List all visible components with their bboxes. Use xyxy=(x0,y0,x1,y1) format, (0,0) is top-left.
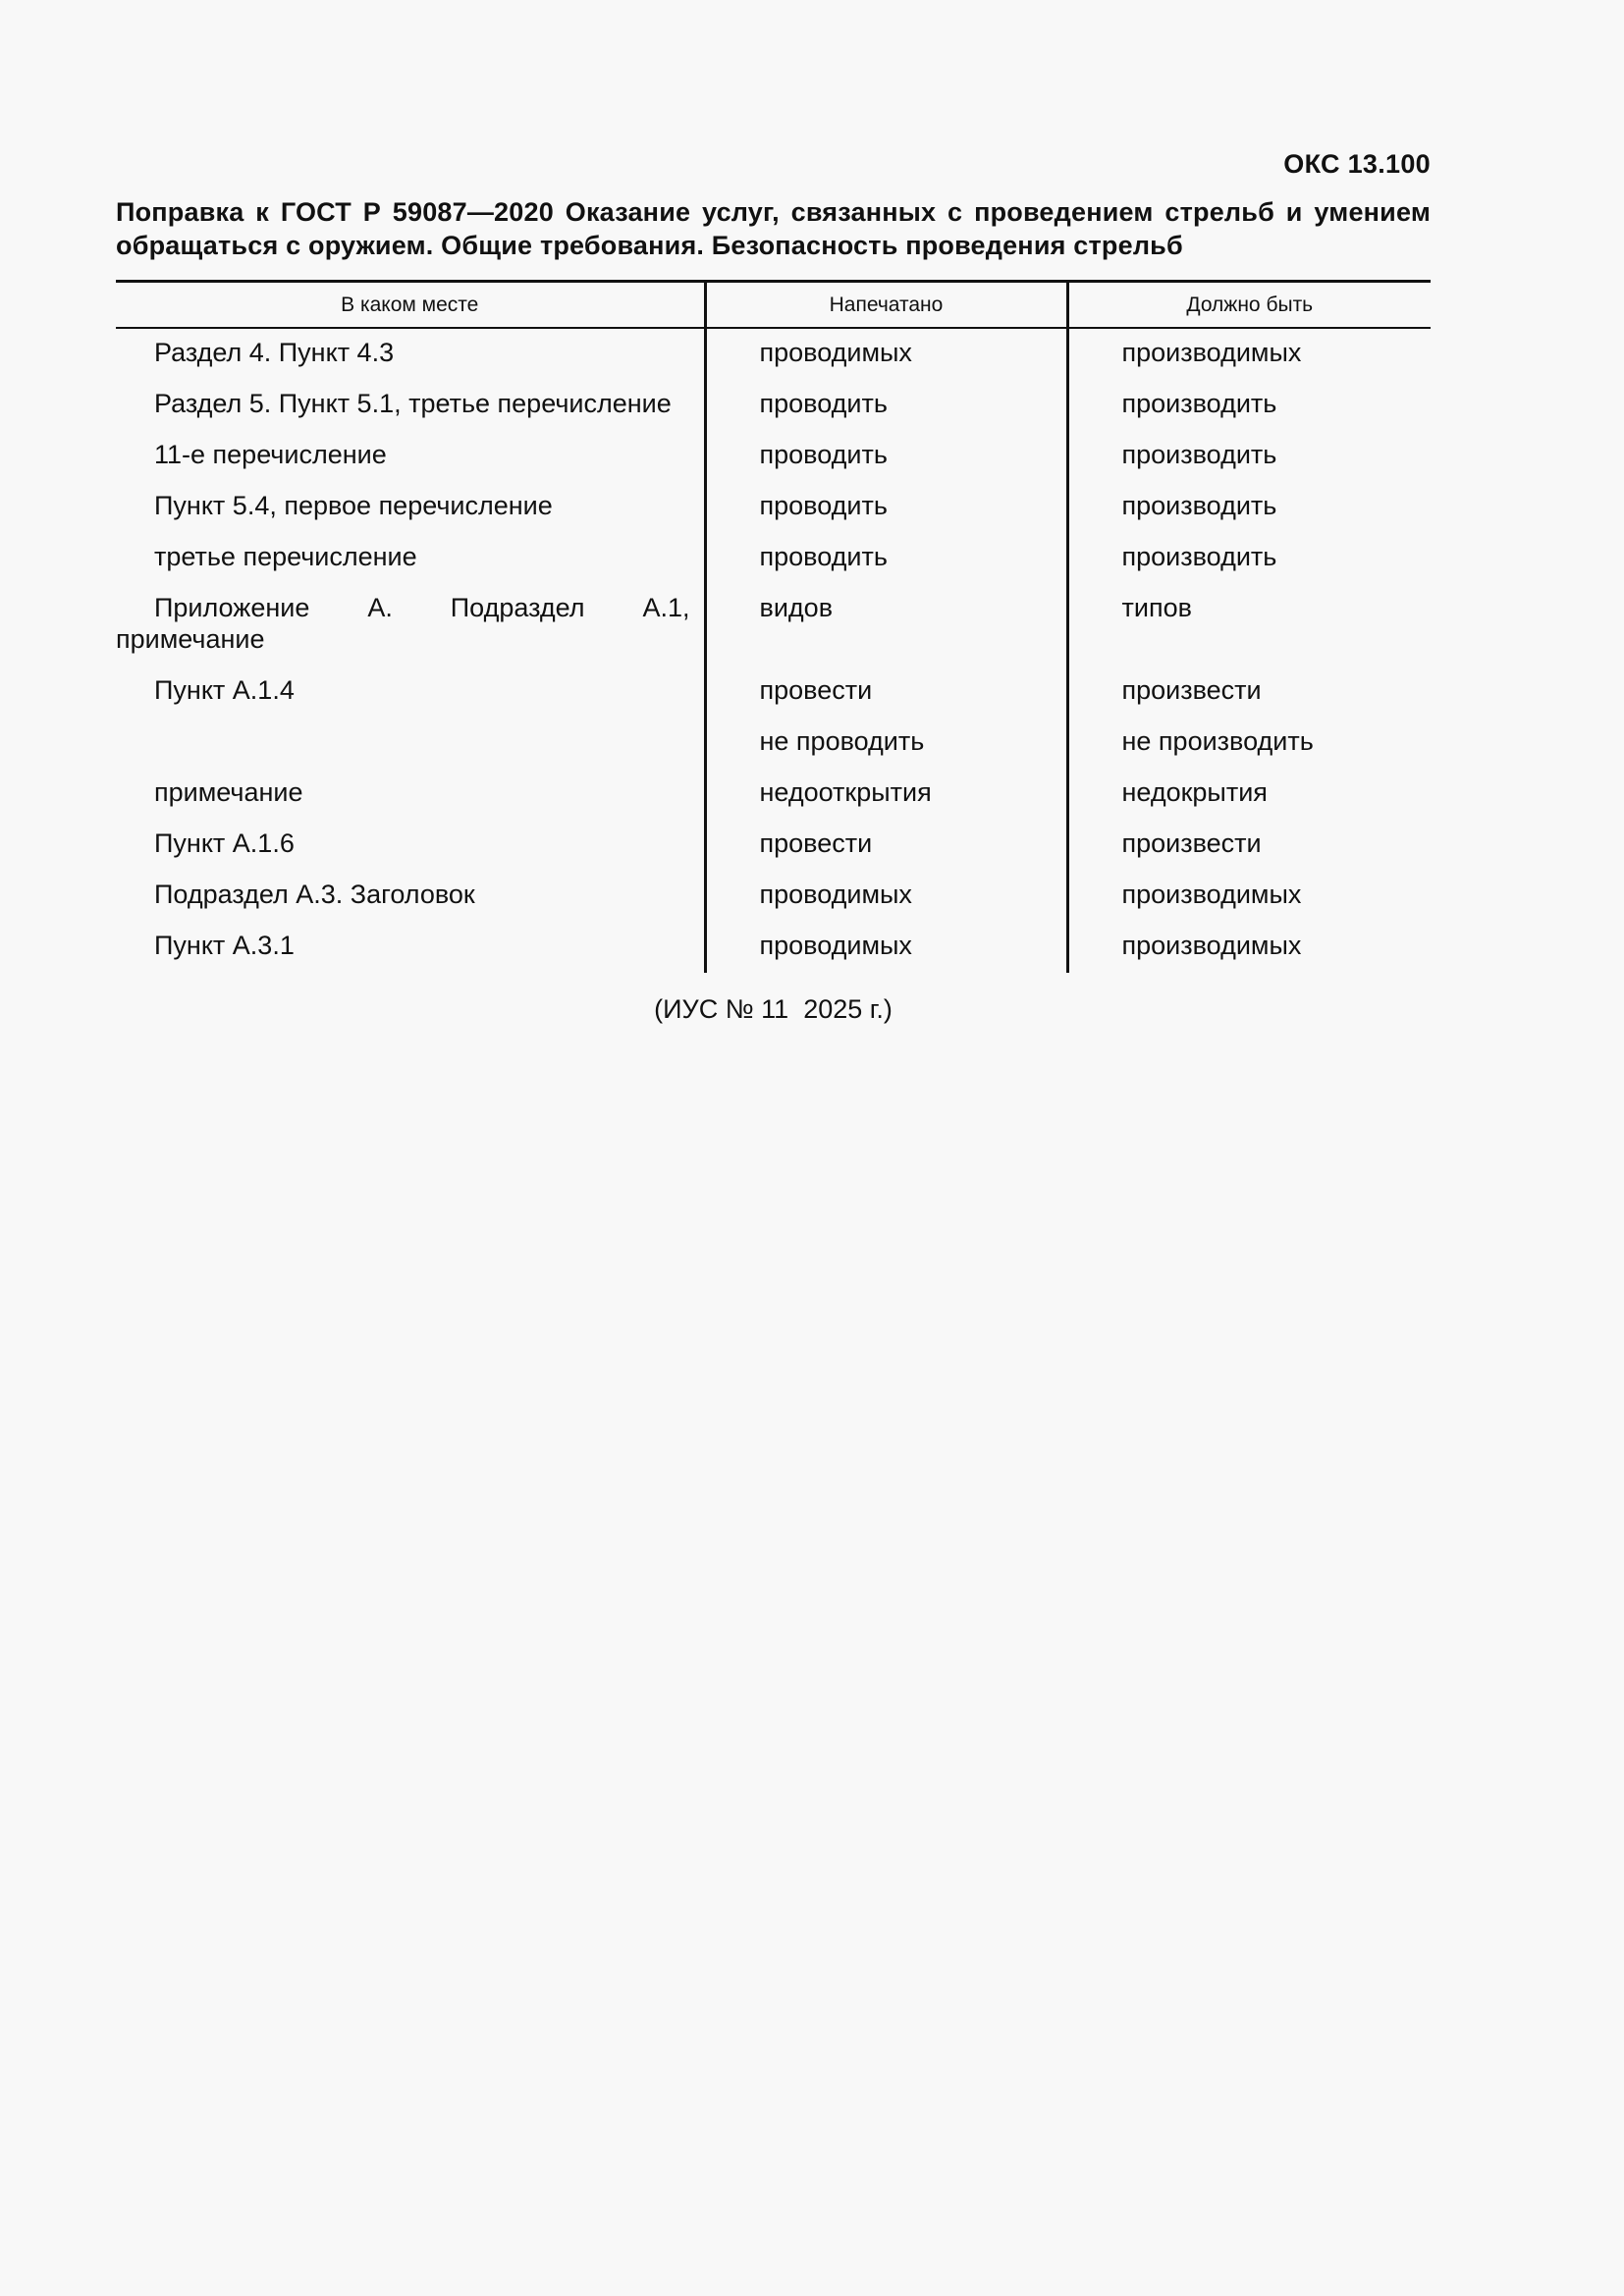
cell-place xyxy=(116,720,705,771)
table-row xyxy=(116,822,1431,873)
table-row xyxy=(116,771,1431,822)
oks-code: ОКС 13.100 xyxy=(1283,149,1431,179)
cell-place: примечание xyxy=(154,777,303,807)
cell-should-be: производить xyxy=(1067,382,1431,433)
cell-place: третье перечисление xyxy=(154,542,417,571)
table-row xyxy=(116,873,1431,924)
column-header-place: В каком месте xyxy=(116,282,705,329)
cell-should-be: недокрытия xyxy=(1067,771,1431,822)
amendment-title: Поправка к ГОСТ Р 59087—2020 Оказание услуг, связанных с проведением стрельб и умением обращаться с оружием. Общие требования. Безопасность проведения стрельб xyxy=(116,197,1431,260)
table-header xyxy=(116,282,1431,329)
cell-place: Раздел 4. Пункт 4.3 xyxy=(154,338,395,367)
table-row xyxy=(116,328,1431,382)
ius-reference: (ИУС № 11 2025 г.) xyxy=(654,994,893,1024)
cell-should-be: производимых xyxy=(1067,873,1431,924)
cell-printed: проводимых xyxy=(705,924,1067,973)
cell-should-be: произвести xyxy=(1067,822,1431,873)
cell-should-be: производить xyxy=(1067,535,1431,586)
table-row xyxy=(116,535,1431,586)
cell-printed: недооткрытия xyxy=(705,771,1067,822)
cell-should-be: производить xyxy=(1067,484,1431,535)
column-header-printed: Напечатано xyxy=(705,282,1067,329)
table-row xyxy=(116,924,1431,973)
table-row xyxy=(116,382,1431,433)
table-header-row xyxy=(116,282,1431,329)
cell-place: Подраздел А.3. Заголовок xyxy=(154,880,475,909)
cell-printed: не проводить xyxy=(705,720,1067,771)
cell-printed: проводимых xyxy=(705,873,1067,924)
cell-printed: провести xyxy=(705,668,1067,720)
document-page xyxy=(116,147,1431,1026)
cell-printed: проводить xyxy=(705,433,1067,484)
cell-should-be: производимых xyxy=(1067,328,1431,382)
cell-place: Приложение А. Подраздел А.1, примечание xyxy=(116,593,690,654)
table-row xyxy=(116,433,1431,484)
table-row xyxy=(116,484,1431,535)
cell-printed: проводить xyxy=(705,535,1067,586)
amendment-table xyxy=(116,280,1431,973)
cell-printed: проводить xyxy=(705,484,1067,535)
table-row xyxy=(116,720,1431,771)
cell-printed: видов xyxy=(705,586,1067,668)
cell-place: Пункт А.1.6 xyxy=(154,828,295,858)
cell-should-be: произвести xyxy=(1067,668,1431,720)
cell-place: Пункт 5.4, первое перечисление xyxy=(154,491,553,520)
table-body xyxy=(116,328,1431,973)
cell-printed: провести xyxy=(705,822,1067,873)
cell-should-be: производить xyxy=(1067,433,1431,484)
table-row xyxy=(116,668,1431,720)
cell-should-be: не производить xyxy=(1067,720,1431,771)
cell-place: Пункт А.1.4 xyxy=(154,675,295,705)
cell-printed: проводимых xyxy=(705,328,1067,382)
cell-should-be: производимых xyxy=(1067,924,1431,973)
column-header-should-be: Должно быть xyxy=(1067,282,1431,329)
cell-should-be: типов xyxy=(1067,586,1431,668)
cell-place: Пункт А.3.1 xyxy=(154,931,295,960)
cell-place: 11-е перечисление xyxy=(154,440,387,469)
table-row xyxy=(116,586,1431,668)
cell-place: Раздел 5. Пункт 5.1, третье перечисление xyxy=(154,389,672,418)
cell-printed: проводить xyxy=(705,382,1067,433)
